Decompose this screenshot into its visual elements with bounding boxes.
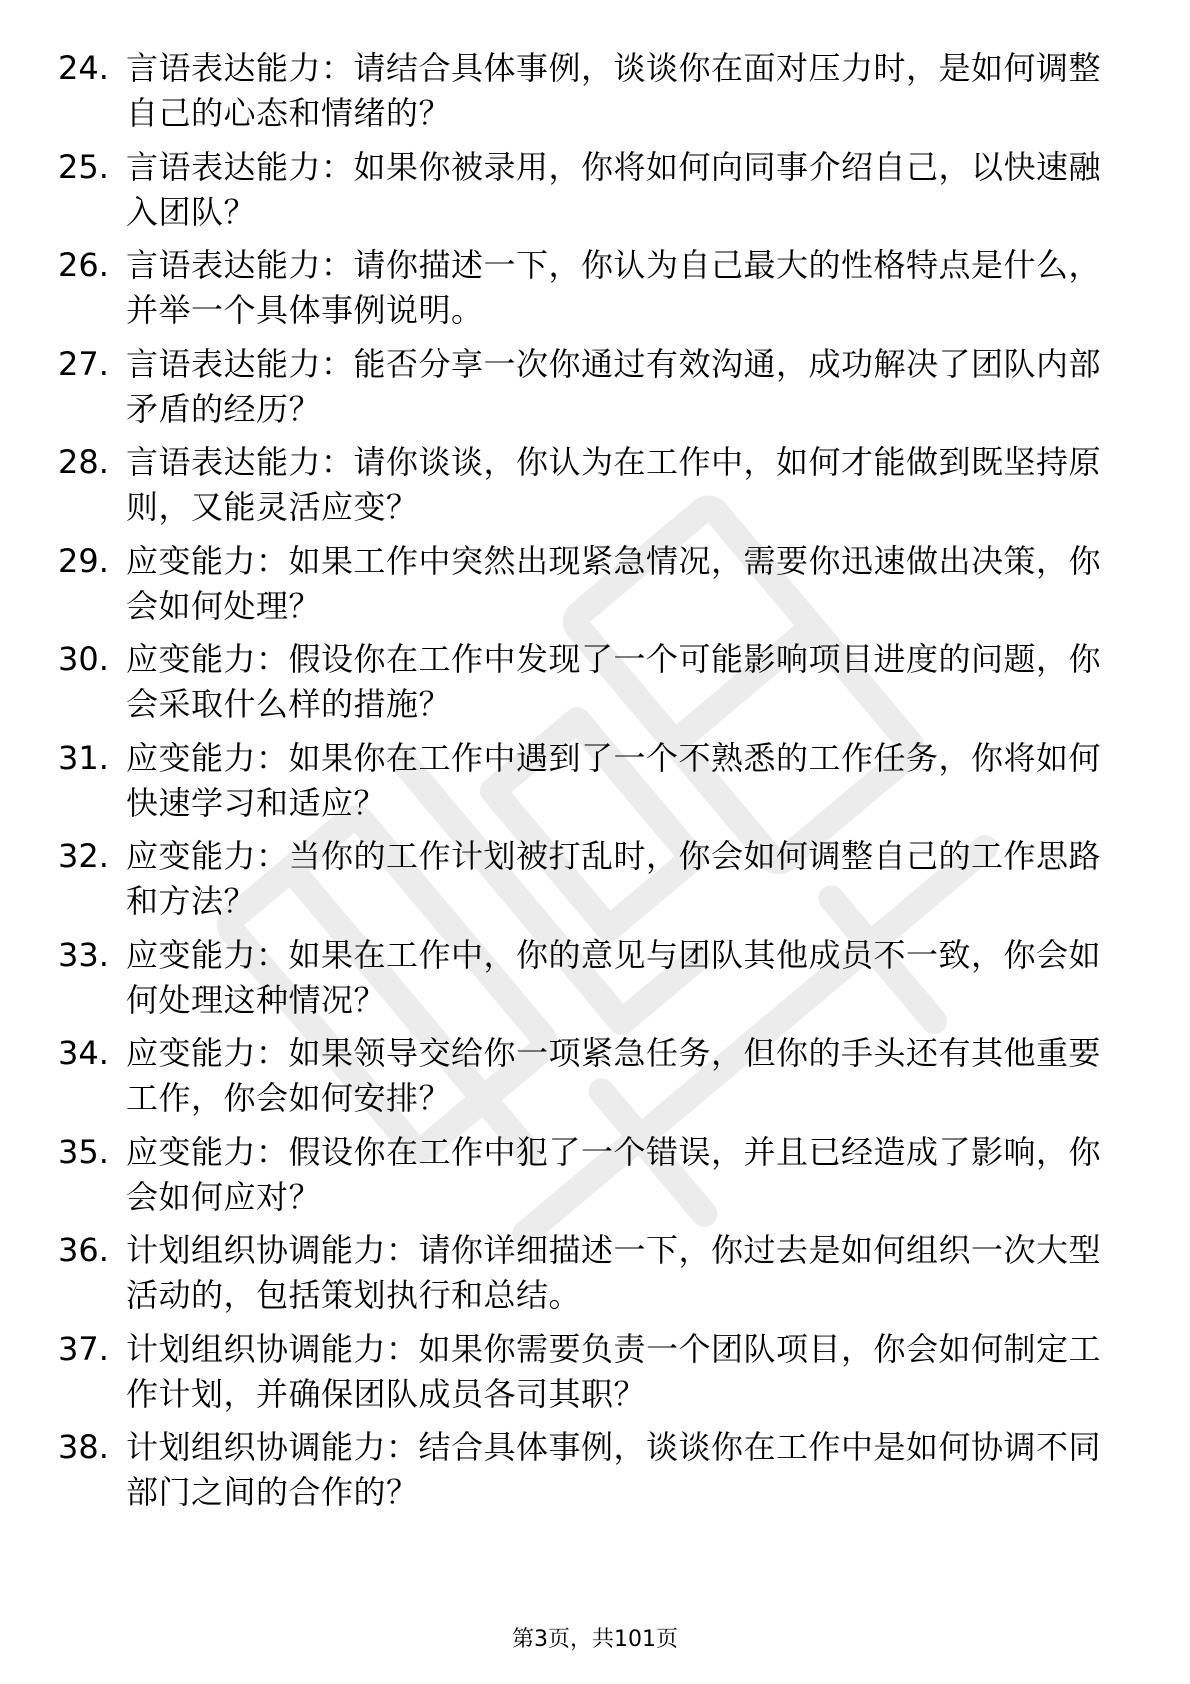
question-text: 计划组织协调能力：请你详细描述一下，你过去是如何组织一次大型活动的，包括策划执行和总结。	[126, 1231, 1102, 1314]
question-text: 言语表达能力：请你描述一下，你认为自己最大的性格特点是什么，并举一个具体事例说明。	[126, 246, 1102, 329]
question-item	[0, 46, 1190, 145]
question-number: 36.	[58, 1231, 109, 1269]
question-item	[0, 1031, 1190, 1130]
question-text: 应变能力：如果在工作中，你的意见与团队其他成员不一致，你会如何处理这种情况？	[126, 935, 1102, 1019]
question-item	[0, 736, 1190, 835]
question-number: 29.	[58, 541, 109, 580]
question-item	[0, 145, 1190, 244]
question-text: 言语表达能力：请你谈谈，你认为在工作中，如何才能做到既坚持原则，又能灵活应变？	[126, 443, 1102, 526]
question-text: 计划组织协调能力：如果你需要负责一个团队项目，你会如何制定工作计划，并确保团队成员各司其职？	[126, 1329, 1102, 1413]
question-item	[0, 1425, 1190, 1524]
page-indicator: 第3页，共101页	[512, 1627, 678, 1652]
question-text: 应变能力：假设你在工作中犯了一个错误，并且已经造成了影响，你会如何应对？	[126, 1132, 1102, 1216]
question-number: 34.	[58, 1034, 109, 1072]
question-text: 言语表达能力：能否分享一次你通过有效沟通，成功解决了团队内部矛盾的经历？	[126, 344, 1102, 428]
question-number: 28.	[58, 443, 109, 481]
question-item	[0, 637, 1190, 736]
question-text: 应变能力：如果你在工作中遇到了一个不熟悉的工作任务，你将如何快速学习和适应？	[126, 738, 1102, 822]
question-item	[0, 1130, 1190, 1229]
question-text: 应变能力：如果领导交给你一项紧急任务，但你的手头还有其他重要工作，你会如何安排？	[126, 1034, 1102, 1117]
question-number: 26.	[58, 246, 109, 284]
question-number: 25.	[58, 147, 109, 186]
question-text: 应变能力：当你的工作计划被打乱时，你会如何调整自己的工作思路和方法？	[126, 837, 1102, 920]
question-item	[0, 539, 1190, 638]
question-text: 应变能力：假设你在工作中发现了一个可能影响项目进度的问题，你会采取什么样的措施？	[126, 640, 1102, 723]
question-item	[0, 243, 1190, 342]
question-text: 言语表达能力：如果你被录用，你将如何向同事介绍自己，以快速融入团队？	[126, 147, 1102, 231]
question-number: 32.	[58, 837, 109, 875]
question-text: 言语表达能力：请结合具体事例，谈谈你在面对压力时，是如何调整自己的心态和情绪的？	[126, 49, 1102, 132]
question-item	[0, 933, 1190, 1032]
question-number: 33.	[58, 935, 109, 974]
question-number: 37.	[58, 1329, 109, 1368]
question-number: 27.	[58, 344, 109, 383]
question-number: 31.	[58, 738, 109, 777]
question-item	[0, 834, 1190, 933]
question-text: 计划组织协调能力：结合具体事例，谈谈你在工作中是如何协调不同部门之间的合作的？	[126, 1428, 1102, 1511]
question-number: 30.	[58, 640, 109, 678]
question-item	[0, 342, 1190, 441]
question-text: 应变能力：如果工作中突然出现紧急情况，需要你迅速做出决策，你会如何处理？	[126, 541, 1102, 625]
question-item	[0, 440, 1190, 539]
question-number: 24.	[58, 49, 109, 87]
question-number: 38.	[58, 1428, 109, 1466]
question-item	[0, 1327, 1190, 1426]
question-list	[0, 46, 1190, 1524]
question-number: 35.	[58, 1132, 109, 1171]
question-item	[0, 1228, 1190, 1327]
